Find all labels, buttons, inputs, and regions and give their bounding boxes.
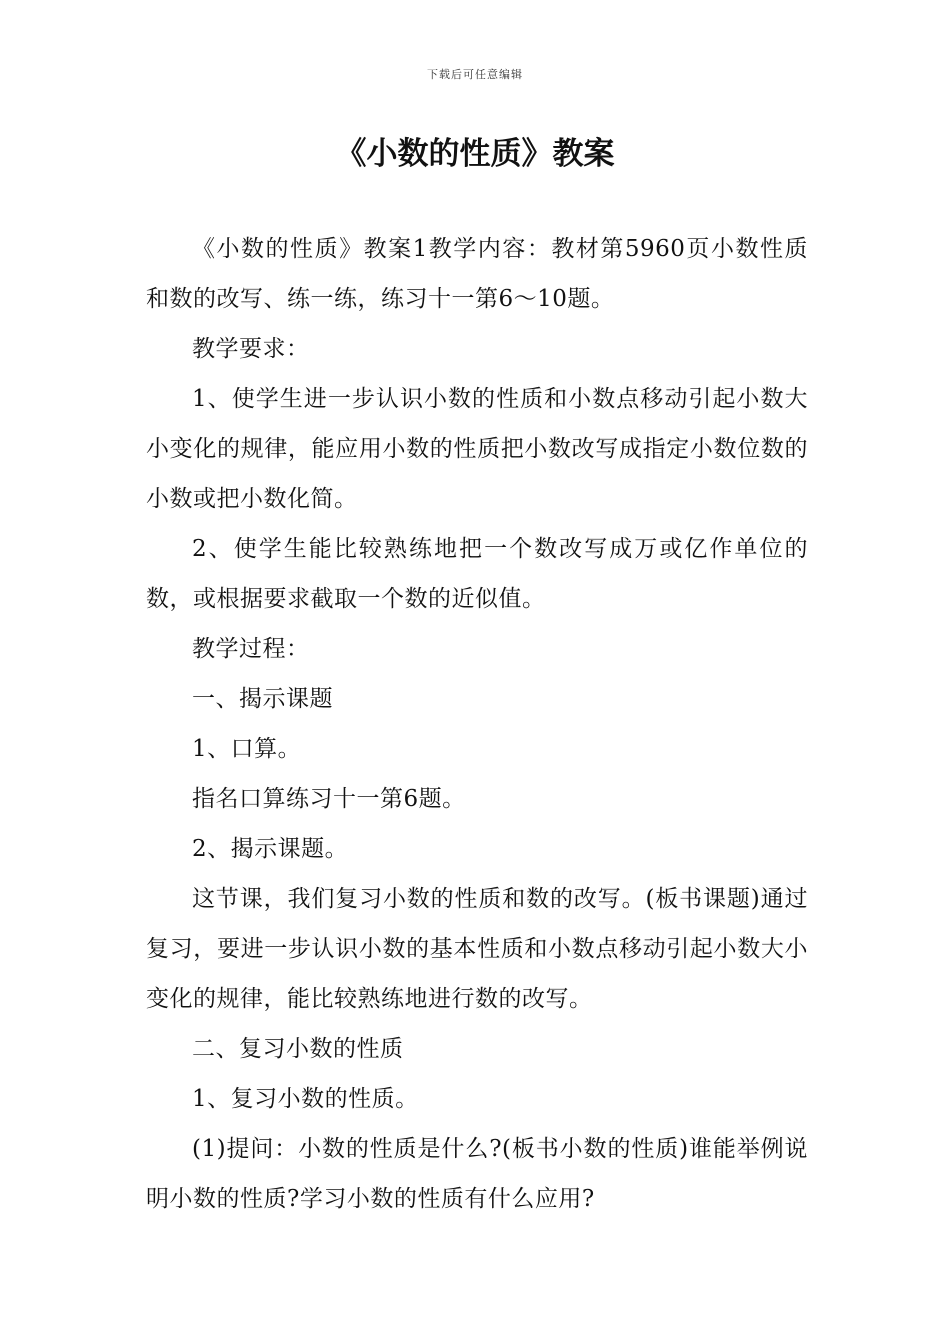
paragraph: 《小数的性质》教案1教学内容：教材第5960页小数性质和数的改写、练一练，练习十一第6～10题。 [146, 236, 808, 312]
header-note: 下载后可任意编辑 [427, 68, 523, 81]
paragraph: 1、使学生进一步认识小数的性质和小数点移动引起小数大小变化的规律，能应用小数的性质把小数改写成指定小数位数的小数或把小数化简。 [146, 386, 808, 512]
paragraph: 教学要求： [192, 336, 310, 362]
paragraph: 一、揭示课题 [192, 686, 333, 712]
document-title: 《小数的性质》教案 [335, 136, 615, 172]
paragraph: 指名口算练习十一第6题。 [192, 786, 466, 812]
paragraph: 1、口算。 [192, 736, 302, 762]
paragraph: 二、复习小数的性质 [192, 1036, 404, 1062]
paragraph: 2、使学生能比较熟练地把一个数改写成万或亿作单位的数，或根据要求截取一个数的近似值。 [146, 536, 808, 612]
paragraph: (1)提问：小数的性质是什么?(板书小数的性质)谁能举例说明小数的性质?学习小数的性质有什么应用? [146, 1136, 808, 1212]
paragraph: 1、复习小数的性质。 [192, 1086, 419, 1112]
document-body [146, 224, 808, 1224]
paragraph: 教学过程： [192, 636, 310, 662]
paragraph: 这节课，我们复习小数的性质和数的改写。(板书课题)通过复习，要进一步认识小数的基本性质和小数点移动引起小数大小变化的规律，能比较熟练地进行数的改写。 [146, 886, 808, 1012]
paragraph: 2、揭示课题。 [192, 836, 349, 862]
